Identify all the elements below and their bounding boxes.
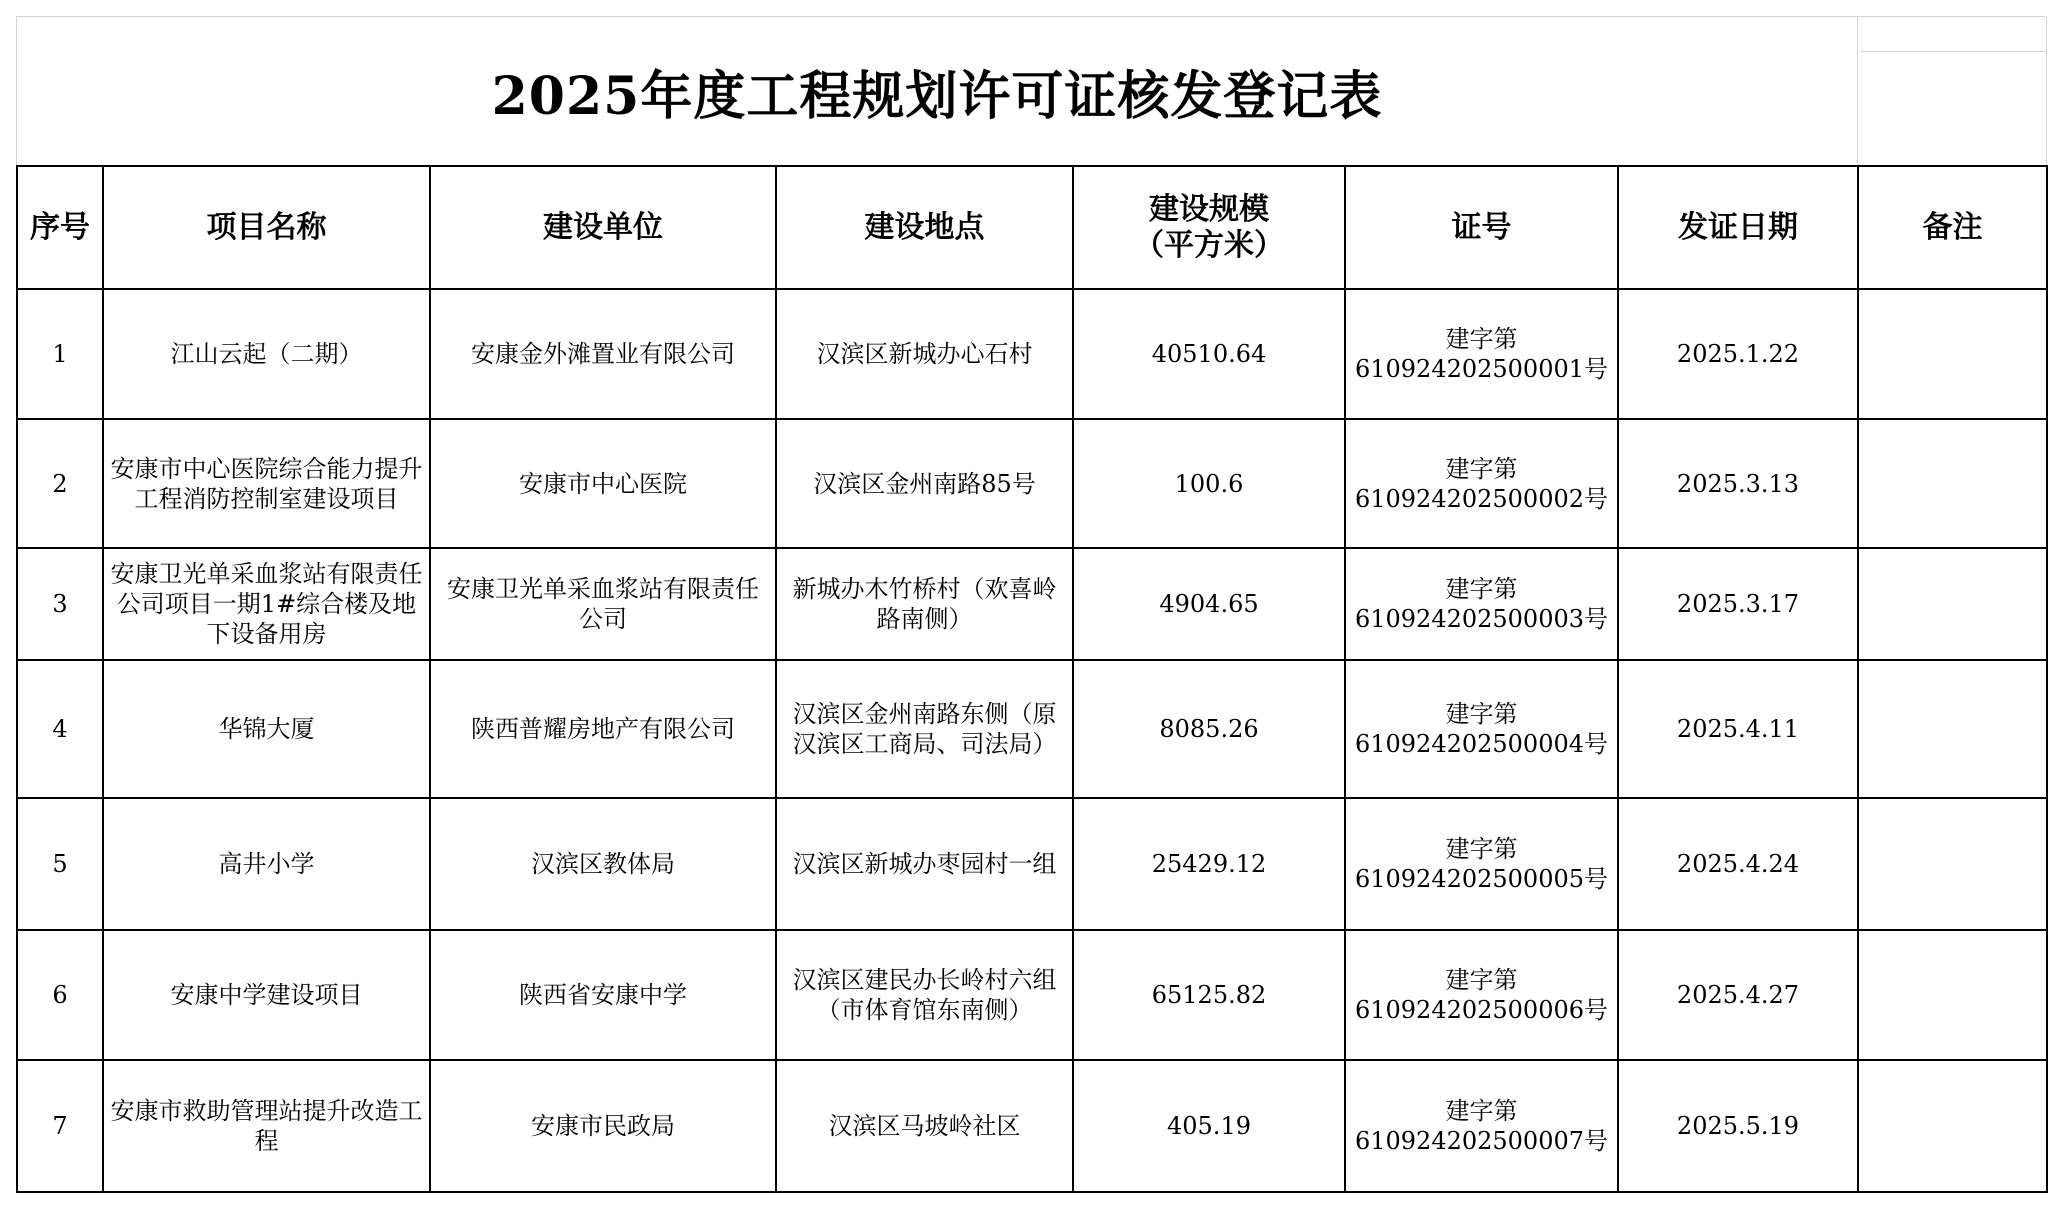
cell-date: 2025.3.17 (1618, 548, 1858, 660)
grid-line (1860, 51, 2047, 52)
header-row (17, 166, 2047, 289)
cell-date: 2025.3.13 (1618, 419, 1858, 548)
cert-prefix: 建字第 (1445, 1097, 1518, 1125)
cell-seq: 7 (17, 1060, 103, 1192)
cell-scale: 4904.65 (1073, 548, 1345, 660)
cell-scale: 100.6 (1073, 419, 1345, 548)
cell-scale: 8085.26 (1073, 660, 1345, 798)
cell-project: 高井小学 (103, 798, 430, 930)
cell-cert (1345, 1060, 1618, 1192)
header-unit: 建设单位 (430, 166, 776, 289)
cell-project: 安康中学建设项目 (103, 930, 430, 1060)
title-band (16, 16, 2046, 165)
cell-date: 2025.4.11 (1618, 660, 1858, 798)
cell-unit: 陕西省安康中学 (430, 930, 776, 1060)
cell-remark (1858, 930, 2047, 1060)
table-row (17, 289, 2047, 419)
cell-date: 2025.1.22 (1618, 289, 1858, 419)
cert-number: 610924202500003号 (1354, 605, 1609, 633)
cell-location: 汉滨区金州南路85号 (776, 419, 1073, 548)
page-title: 2025年度工程规划许可证核发登记表 (491, 65, 1383, 127)
header-location: 建设地点 (776, 166, 1073, 289)
cert-number: 610924202500004号 (1354, 730, 1609, 758)
header-scale-line2: （平方米） (1134, 227, 1284, 263)
cell-remark (1858, 660, 2047, 798)
cell-location: 新城办木竹桥村（欢喜岭路南侧） (776, 548, 1073, 660)
register-sheet (16, 16, 2046, 1193)
cell-project: 安康卫光单采血浆站有限责任公司项目一期1#综合楼及地下设备用房 (103, 548, 430, 660)
table-row (17, 1060, 2047, 1192)
cell-remark (1858, 798, 2047, 930)
cell-scale: 65125.82 (1073, 930, 1345, 1060)
cell-unit: 安康金外滩置业有限公司 (430, 289, 776, 419)
cell-remark (1858, 289, 2047, 419)
cell-cert (1345, 419, 1618, 548)
cell-unit: 安康市中心医院 (430, 419, 776, 548)
cell-date: 2025.4.24 (1618, 798, 1858, 930)
cert-number: 610924202500007号 (1354, 1127, 1609, 1155)
cert-prefix: 建字第 (1445, 966, 1518, 994)
cell-date: 2025.5.19 (1618, 1060, 1858, 1192)
cert-prefix: 建字第 (1445, 700, 1518, 728)
cert-prefix: 建字第 (1445, 835, 1518, 863)
cell-seq: 2 (17, 419, 103, 548)
cell-unit: 汉滨区教体局 (430, 798, 776, 930)
table-row (17, 930, 2047, 1060)
cell-unit: 陕西普耀房地产有限公司 (430, 660, 776, 798)
cell-seq: 5 (17, 798, 103, 930)
cell-seq: 1 (17, 289, 103, 419)
cert-prefix: 建字第 (1445, 575, 1518, 603)
cell-location: 汉滨区金州南路东侧（原汉滨区工商局、司法局） (776, 660, 1073, 798)
cell-scale: 25429.12 (1073, 798, 1345, 930)
header-scale-line1: 建设规模 (1149, 191, 1269, 227)
cert-prefix: 建字第 (1445, 325, 1518, 353)
grid-line (1857, 17, 1858, 165)
cert-number: 610924202500005号 (1354, 865, 1609, 893)
cell-remark (1858, 548, 2047, 660)
cell-remark (1858, 1060, 2047, 1192)
register-table (16, 165, 2048, 1193)
cert-number: 610924202500001号 (1354, 355, 1609, 383)
table-row (17, 798, 2047, 930)
table-row (17, 419, 2047, 548)
header-scale (1073, 166, 1345, 289)
cell-date: 2025.4.27 (1618, 930, 1858, 1060)
cell-seq: 3 (17, 548, 103, 660)
cell-location: 汉滨区新城办枣园村一组 (776, 798, 1073, 930)
cell-scale: 40510.64 (1073, 289, 1345, 419)
cell-unit: 安康市民政局 (430, 1060, 776, 1192)
header-seq: 序号 (17, 166, 103, 289)
cell-cert (1345, 930, 1618, 1060)
header-date: 发证日期 (1618, 166, 1858, 289)
cell-project: 江山云起（二期） (103, 289, 430, 419)
cell-unit: 安康卫光单采血浆站有限责任公司 (430, 548, 776, 660)
header-cert: 证号 (1345, 166, 1618, 289)
grid-line (2046, 17, 2047, 165)
cert-number: 610924202500002号 (1354, 484, 1609, 513)
cell-project: 华锦大厦 (103, 660, 430, 798)
cell-seq: 4 (17, 660, 103, 798)
cert-prefix: 建字第 (1445, 454, 1518, 483)
cell-location: 汉滨区新城办心石村 (776, 289, 1073, 419)
table-row (17, 660, 2047, 798)
cell-cert (1345, 798, 1618, 930)
cell-location: 汉滨区马坡岭社区 (776, 1060, 1073, 1192)
cell-scale: 405.19 (1073, 1060, 1345, 1192)
cell-remark (1858, 419, 2047, 548)
cell-cert (1345, 289, 1618, 419)
cell-project: 安康市救助管理站提升改造工程 (103, 1060, 430, 1192)
header-project: 项目名称 (103, 166, 430, 289)
cell-cert (1345, 660, 1618, 798)
table-row (17, 548, 2047, 660)
cert-number: 610924202500006号 (1354, 996, 1609, 1024)
cell-seq: 6 (17, 930, 103, 1060)
cell-project: 安康市中心医院综合能力提升工程消防控制室建设项目 (103, 419, 430, 548)
header-remark: 备注 (1858, 166, 2047, 289)
cell-location: 汉滨区建民办长岭村六组（市体育馆东南侧） (776, 930, 1073, 1060)
cell-cert (1345, 548, 1618, 660)
